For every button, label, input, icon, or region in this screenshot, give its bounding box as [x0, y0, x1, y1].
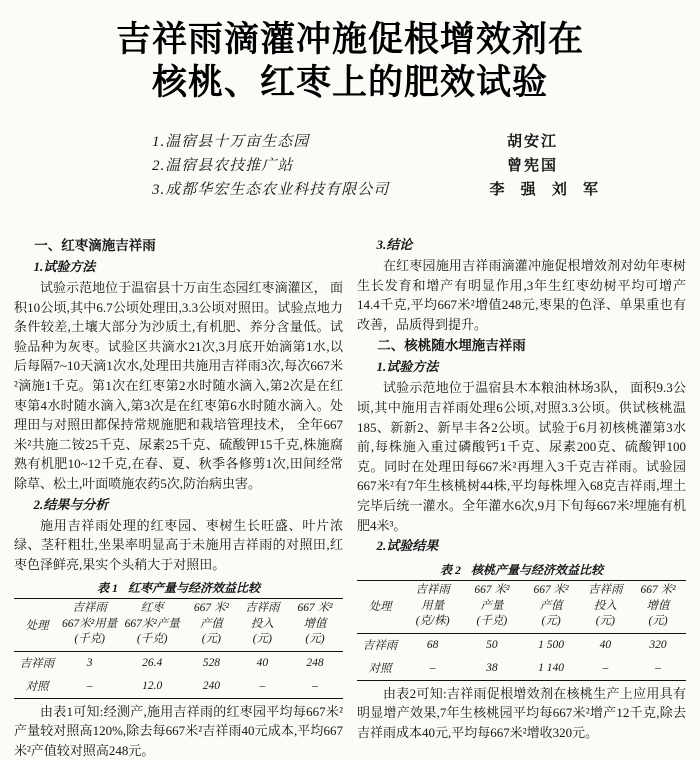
table2-caption: [357, 561, 686, 578]
table2-header-col0: 处理: [368, 601, 392, 614]
table2-header-row: [357, 581, 686, 634]
table1-header-col5: [287, 599, 343, 652]
right-sub2-heading: 2.试验结果: [376, 538, 439, 554]
table2: [357, 580, 686, 681]
table1-caption-number: 表 1: [96, 581, 118, 596]
table2-header-col2: [462, 581, 521, 634]
table1-header-col0: 处理: [25, 619, 49, 632]
left-column: [14, 234, 343, 761]
left-result-paragraph: 施用吉祥雨处理的红枣园、枣树生长旺盛、叶片浓绿、茎秆粗壮,坐果率明显高于未施用吉祥雨的对照田,红枣色泽鲜亮,果实个头稍大于对照田。: [14, 517, 343, 572]
table1-header-col1: [60, 599, 119, 652]
table1-r2-c1: –: [86, 680, 93, 693]
table2-header-col4: [581, 581, 630, 634]
table1-h5-l2: 增值: [303, 617, 327, 630]
table2-h1-l1: 吉祥雨: [415, 584, 450, 597]
table1-h2-l3: (千克): [136, 633, 168, 646]
author-row: [152, 178, 604, 202]
table1-h3-l2: 产值: [199, 617, 223, 630]
table1-h1-l1: 吉祥雨: [72, 602, 107, 615]
table1-caption: [14, 579, 343, 596]
table2-h2-l3: (千克): [476, 615, 508, 628]
table1-h1-l2: 667米²用量: [62, 617, 118, 630]
table1-h5-l3: (元): [305, 633, 325, 646]
table1-h5-l1: 667 米²: [297, 602, 333, 615]
table2-h5-l2: 增值: [646, 599, 670, 612]
table2-r1-c5: 320: [649, 639, 667, 652]
table2-r1-c1: 68: [426, 639, 439, 652]
table2-h3-l2: 产值: [539, 599, 563, 612]
table-row: [357, 657, 686, 681]
table1-h4-l2: 投入: [250, 617, 274, 630]
table1-r1-c1: 3: [86, 657, 93, 670]
table1-r1-c3: 528: [202, 657, 220, 670]
table2-h5-l3: (元): [648, 615, 668, 628]
table1-r2-c0: 对照: [25, 681, 49, 694]
table2-h1-l2: 用量: [421, 599, 445, 612]
table2-r2-c5: –: [655, 662, 661, 675]
table1-r1-c5: 248: [306, 657, 324, 670]
table1-header-col4: [238, 599, 287, 652]
table2-h5-l1: 667 米²: [640, 584, 676, 597]
affiliation-2: 2.温宿县农技推广站: [152, 158, 294, 174]
table1-h4-l3: (元): [252, 633, 272, 646]
table1-r2-c5: –: [312, 680, 318, 693]
left-sub2-heading: 2.结果与分析: [33, 496, 109, 512]
section1-heading: 一、红枣滴施吉祥雨: [34, 238, 156, 253]
table2-h3-l1: 667 米²: [533, 584, 569, 597]
table2-header-col3: [521, 581, 580, 634]
title-line-2: 核桃、红枣上的肥效试验: [151, 63, 548, 102]
table2-r2-c2: 38: [486, 662, 498, 675]
left-method-paragraph: 试验示范地位于温宿县十万亩生态园红枣滴灌区， 面积10公顷,其中6.7公顷处理田,3.3公顷对照田。试验点地力条件较差,土壤大部分为沙质土,有机肥、养分含量低。试验品种为灰枣。试验区共滴水21次,3月底开始滴第1水,以后每隔7~10天滴1次水,处理田共施用吉祥雨3次,每次667米²滴施1千克。第1次在红枣第2水时随水滴入,第2次是在红枣第4水时随水滴入,第3次是在红枣第6水时随水滴入。处理田与对照田都保持常规施肥和栽培管理技术， 全年667米²共施二铵25千克、尿素25千克、硫酸钾15千克,株施腐熟有机肥10~12千克,在春、夏、秋季各修剪1次,田间经常除草、松土,叶面喷施农药5次,防治病虫害。: [14, 280, 343, 491]
table2-r1-c3: 1 500: [538, 639, 565, 652]
author-name-2: 曾宪国: [506, 157, 558, 174]
author-name-1: 胡安江: [506, 133, 558, 150]
right-method-paragraph: 试验示范地位于温宿县木本粮油林场3队， 面积9.3公顷,其中施用吉祥雨处理6公顷,对照3.3公顷。供试核桃温185、新新2、新早丰各2公顷。试验于6月初核桃灌第3水前,每株施入重过磷酸钙1千克、尿素200克、硫酸钾100克。同时在处理田每667米²再埋入3千克吉祥雨。试验园667米²有7年生核桃树44株,平均每株埋入68克吉祥雨,埋土完毕后统一灌水。全年灌水6次,9月下旬每667米²埋施有机肥4米³。: [357, 380, 686, 533]
table2-r1-c4: 40: [599, 639, 612, 652]
table1-r1-c2: 26.4: [142, 657, 163, 670]
table2-header-col5: [630, 581, 686, 634]
table1-header-row: [14, 599, 343, 652]
table2-r2-c4: –: [602, 662, 609, 675]
table1: [14, 598, 343, 699]
table2-r1-c0: 吉祥雨: [362, 640, 398, 653]
page-title: [0, 0, 700, 104]
title-line-1: 吉祥雨滴灌冲施促根增效剂在: [115, 20, 584, 59]
table1-h2-l1: 红枣: [140, 602, 164, 615]
table2-r2-c1: –: [429, 662, 436, 675]
table1-r2-c4: –: [259, 680, 266, 693]
table2-header-col1: [403, 581, 462, 634]
right-conclusion1-paragraph: 在红枣园施用吉祥雨滴灌冲施促根增效剂对幼年枣树生长发育和增产有明显作用,3年生红枣幼树平均可增产14.4千克,平均667米²增值248元,枣果的色泽、单果重也有改善，品质得到提升。: [357, 258, 686, 332]
table1-r2-c3: 240: [202, 680, 220, 693]
table1-h3-l3: (元): [201, 633, 221, 646]
table1-header-col2: [119, 599, 185, 652]
table2-h2-l1: 667 米²: [474, 584, 510, 597]
table2-h2-l2: 产量: [480, 599, 504, 612]
table1-caption-text: 红枣产量与经济效益比较: [128, 581, 261, 596]
table1-r1-c0: 吉祥雨: [19, 658, 55, 671]
table2-caption-number: 表 2: [439, 563, 461, 578]
left-conclusion-paragraph: 由表1可知:经测产,施用吉祥雨的红枣园平均每667米²产量较对照高120%,除去每667米²吉祥雨40元成本,平均667米²产值较对照高248元。: [14, 703, 343, 758]
table1-header-col3: [185, 599, 238, 652]
table2-h4-l3: (元): [595, 615, 615, 628]
table-row: [14, 651, 343, 675]
table2-caption-text: 核桃产量与经济效益比较: [471, 563, 604, 578]
table1-h3-l1: 667 米²: [193, 602, 229, 615]
affiliation-1: 1.温宿县十万亩生态园: [152, 134, 310, 150]
left-sub1-heading: 1.试验方法: [33, 259, 96, 274]
right-column: [357, 234, 686, 761]
right-sub3-heading: 3.结论: [376, 237, 413, 252]
table1-r2-c2: 12.0: [142, 680, 163, 693]
author-name-3: 李 强 刘 军: [489, 181, 604, 198]
table2-h4-l1: 吉祥雨: [588, 584, 623, 597]
table2-h4-l2: 投入: [593, 599, 617, 612]
table2-h1-l3: (克/株): [415, 615, 450, 628]
table2-r1-c2: 50: [486, 639, 498, 652]
section2-heading: 二、核桃随水埋施吉祥雨: [377, 338, 526, 354]
table2-r2-c3: 1 140: [538, 662, 565, 675]
table2-r2-c0: 对照: [368, 663, 392, 676]
table1-h4-l1: 吉祥雨: [245, 602, 280, 615]
affiliation-3: 3.成都华宏生态农业科技有限公司: [152, 182, 390, 198]
table1-r1-c4: 40: [256, 657, 269, 670]
table-row: [14, 675, 343, 699]
right-sub1-heading: 1.试验方法: [376, 359, 439, 375]
table2-h3-l3: (元): [541, 615, 561, 628]
right-conclusion2-paragraph: 由表2可知:吉祥雨促根增效剂在核桃生产上应用具有明显增产效果,7年生核桃园平均每667米²增产12千克,除去吉祥雨成本40元,平均每667米²增收320元。: [357, 685, 686, 740]
body-columns: [0, 234, 700, 761]
table1-h1-l3: (千克): [74, 633, 105, 646]
authors-block: [152, 130, 604, 202]
table1-h2-l2: 667米²产量: [124, 617, 180, 630]
author-row: [152, 154, 604, 178]
table-row: [357, 633, 686, 657]
author-row: [152, 130, 604, 154]
